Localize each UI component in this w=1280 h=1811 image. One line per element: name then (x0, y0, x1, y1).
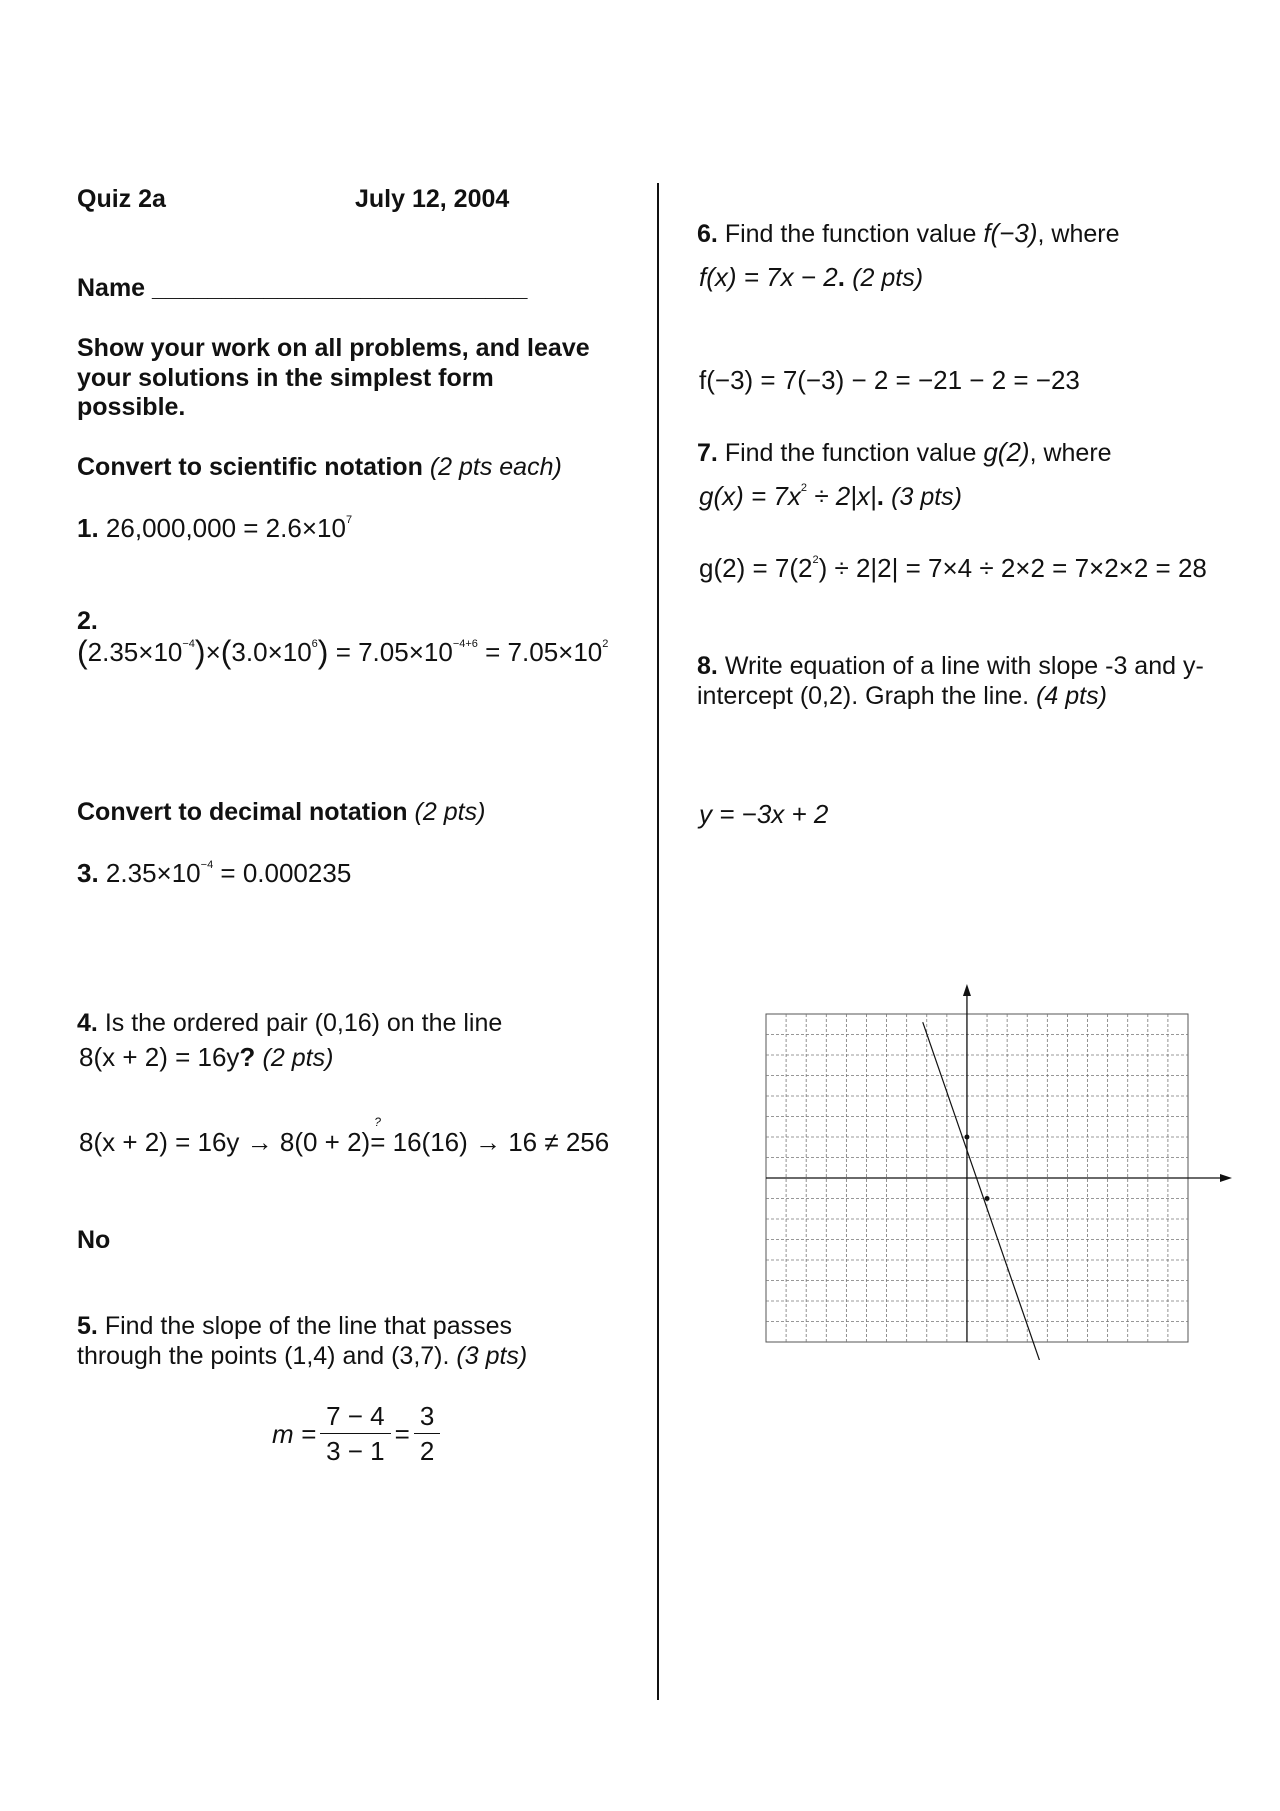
question-1 (77, 513, 352, 543)
question-6-dot: . (837, 262, 845, 292)
question-6-points: (2 pts) (852, 264, 924, 292)
question-8-points: (4 pts) (1036, 682, 1107, 710)
slope-fraction-2-denominator: 2 (419, 1436, 435, 1466)
question-7-work-exp: 2 (812, 554, 819, 566)
line-graph (700, 980, 1240, 1360)
q2-exp-4: 2 (602, 638, 609, 650)
question-3 (77, 858, 351, 888)
question-8-answer: y = −3x + 2 (699, 799, 829, 829)
question-1-equation: 26,000,000 = 2.6×10 (105, 513, 346, 543)
question-5-text-1: Find the slope of the line that passes (104, 1312, 513, 1340)
question-7-definition-exp: 2 (800, 482, 807, 494)
instructions-line-3: possible. (77, 393, 186, 421)
question-7-gvalue: g(2) (983, 437, 1030, 467)
question-3-number: 3. (77, 858, 99, 888)
question-7-definition-a: g(x) = 7x (699, 481, 801, 511)
question-8-text-1: Write equation of a line with slope -3 and y- (724, 652, 1204, 680)
question-6-definition: f(x) = 7x − 2 (699, 262, 838, 292)
slope-fraction-1 (320, 1399, 391, 1468)
question-3-lhs: 2.35×10 (105, 858, 201, 888)
question-7-where: , where (1029, 439, 1112, 467)
question-7-definition-line (699, 481, 962, 512)
question-6-where: , where (1037, 220, 1120, 248)
question-8-line-1 (697, 651, 1204, 681)
q2-exp-2: 6 (311, 638, 318, 650)
section-decimal-title: Convert to decimal notation (77, 798, 408, 826)
question-8-number: 8. (697, 652, 718, 680)
question-7-number: 7. (697, 439, 718, 467)
section-scientific-heading (77, 452, 562, 482)
question-6-definition-line (699, 262, 923, 293)
slope-label: m = (272, 1418, 317, 1449)
q2-result-1: = 7.05×10 (335, 637, 453, 667)
question-6-prompt (697, 218, 1120, 249)
column-divider (657, 183, 659, 1700)
question-4-equation: 8(x + 2) = 16y (79, 1042, 240, 1072)
name-label: Name (77, 274, 146, 302)
marked-point (964, 1135, 969, 1140)
question-3-rhs: = 0.000235 (220, 858, 352, 888)
y-axis-arrow (963, 984, 971, 996)
question-4-work (79, 1115, 610, 1157)
section-scientific-points: (2 pts each) (429, 453, 562, 481)
slope-fraction-2-numerator: 3 (414, 1399, 440, 1434)
question-4-points: (2 pts) (262, 1044, 334, 1072)
slope-fraction-1-numerator: 7 − 4 (320, 1399, 391, 1434)
name-line (77, 273, 527, 303)
question-4-equation-line (79, 1042, 333, 1073)
question-5-line-1 (77, 1311, 512, 1341)
question-6-number: 6. (697, 220, 718, 248)
slope-fraction-2 (414, 1399, 440, 1468)
question-1-number: 1. (77, 513, 99, 543)
question-5-number: 5. (77, 1312, 98, 1340)
question-5-points: (3 pts) (456, 1342, 528, 1370)
question-5-slope-formula (272, 1399, 440, 1468)
slope-equals: = (394, 1418, 410, 1449)
instructions-line-2: your solutions in the simplest form (77, 364, 494, 392)
section-scientific-title: Convert to scientific notation (77, 453, 423, 481)
question-4-text: Is the ordered pair (0,16) on the line (104, 1009, 503, 1037)
question-7-definition-b: ÷ 2|x| (807, 481, 877, 511)
q2-exp-3: −4+6 (452, 638, 478, 650)
question-4-work-a: 8(x + 2) = 16y → 8(0 + 2) (79, 1127, 371, 1157)
question-7-work-b: ) ÷ 2|2| = 7×4 ÷ 2×2 = 7×2×2 = 28 (818, 553, 1207, 583)
series-line (923, 1022, 1048, 1360)
question-6-fvalue: f(−3) (983, 218, 1038, 248)
q2-part-1: 2.35×10 (87, 637, 183, 667)
section-decimal-heading (77, 797, 485, 827)
q2-result-2: = 7.05×10 (485, 637, 603, 667)
question-7-work-a: g(2) = 7(2 (699, 553, 813, 583)
quiz-title: Quiz 2a (77, 185, 166, 213)
marked-point (985, 1196, 990, 1201)
question-8-text-2: intercept (0,2). Graph the line. (697, 682, 1030, 710)
question-7-dot: . (876, 481, 884, 511)
section-decimal-points: (2 pts) (414, 798, 486, 826)
name-blank: ___________________________ (152, 274, 528, 302)
question-2-number: 2. (77, 607, 98, 635)
question-8-line-2 (697, 681, 1107, 711)
question-6-work: f(−3) = 7(−3) − 2 = −21 − 2 = −23 (699, 365, 1080, 395)
q2-part-2: 3.0×10 (231, 637, 312, 667)
q2-times: × (205, 637, 221, 667)
question-1-exponent: 7 (345, 514, 353, 526)
question-7-points: (3 pts) (891, 483, 963, 511)
question-7-work (699, 553, 1207, 583)
question-7-prompt (697, 437, 1112, 468)
question-6-text: Find the function value (724, 220, 977, 248)
q2-exp-1: −4 (182, 638, 195, 650)
question-4-number: 4. (77, 1009, 98, 1037)
slope-fraction-1-denominator: 3 − 1 (326, 1436, 385, 1466)
x-axis-arrow (1220, 1174, 1232, 1182)
question-4-qmark: ? (239, 1042, 256, 1072)
question-5-text-2: through the points (1,4) and (3,7). (77, 1342, 450, 1370)
question-4-work-qmark: ? (374, 1115, 381, 1129)
question-4-answer: No (77, 1226, 111, 1254)
quiz-date: July 12, 2004 (355, 185, 510, 213)
question-5-line-2 (77, 1341, 527, 1371)
question-4-prompt (77, 1008, 502, 1038)
question-4-work-b: = 16(16) → 16 ≠ 256 (370, 1127, 610, 1157)
question-3-exponent: −4 (200, 859, 214, 871)
question-7-text: Find the function value (724, 439, 977, 467)
instructions-line-1: Show your work on all problems, and leave (77, 334, 590, 362)
question-2-equation: $(2.35\times 10^{-4})\times(3.0\times 10^6) = 7.05\times 10^{-4+6} = 7.05\times 10^2$ (77, 634, 609, 670)
